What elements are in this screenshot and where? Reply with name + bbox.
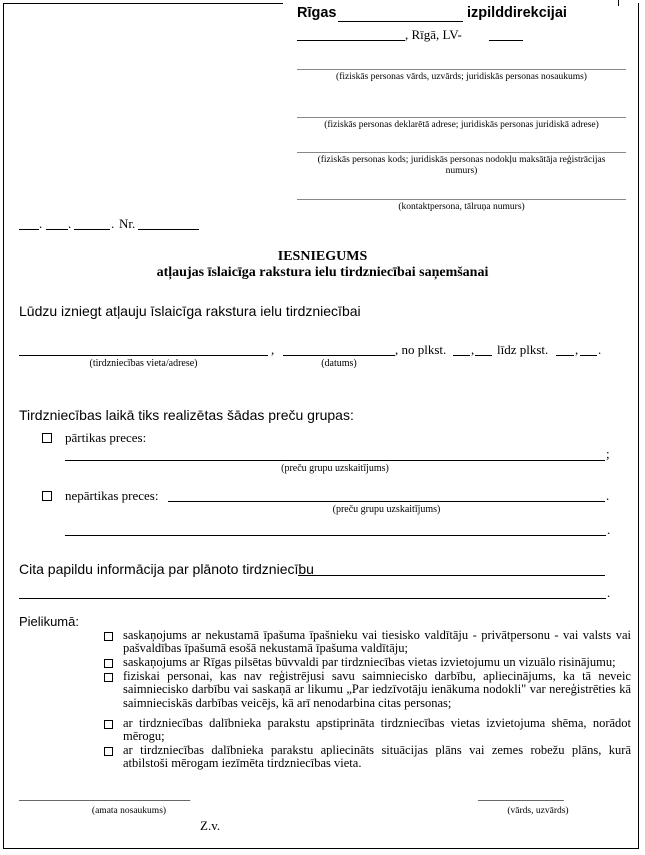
request-text: Lūdzu izniegt atļauju īslaicīga rakstura ielu tirdzniecībai	[19, 303, 361, 319]
goods-heading: Tirdzniecības laikā tiks realizētas šādas preču grupas:	[19, 407, 354, 423]
applicant-name-field[interactable]	[297, 69, 626, 70]
applicant-code-field[interactable]	[297, 152, 626, 153]
trade-date-field[interactable]	[283, 355, 395, 356]
postal-code-field[interactable]	[489, 40, 523, 41]
stamp-place-label: Z.v.	[200, 818, 221, 833]
postal-prefix-field[interactable]	[297, 40, 405, 41]
request-comma: ,	[271, 342, 275, 357]
trade-date-caption: (datums)	[321, 358, 357, 369]
applicant-code-caption-1: (fiziskās personas kods; juridiskās personas nodokļu maksātāja reģistrācijas	[317, 155, 606, 165]
applicant-address-field[interactable]	[297, 117, 626, 118]
addressee-suffix: izpilddirekcijai	[467, 5, 567, 21]
page-border-top	[3, 3, 283, 4]
food-goods-label: pārtikas preces:	[65, 430, 147, 445]
attachment-item-5: ar tirdzniecības dalībnieka parakstu apliecināts situācijas plāns vai zemes robežu plāns, kurā atbilstoši mērogam iezīmēta tirdzniecības vieta.	[123, 743, 631, 771]
document-subtitle: atļaujas īslaicīga rakstura ielu tirdzniecībai saņemšanai	[156, 265, 489, 280]
attachments-heading: Pielikumā:	[19, 614, 79, 629]
food-goods-checkbox[interactable]	[42, 433, 52, 443]
date-dot-2: .	[68, 216, 72, 231]
attachment-item-2: saskaņojums ar Rīgas pilsētas būvvaldi par tirdzniecības vietas izvietojumu un vizuālo risinājumu;	[123, 655, 616, 669]
attachment-item-1: saskaņojums ar nekustamā īpašuma īpašnieku vai tiesisko valdītāju - privātpersonu - vai valsts vai pašvaldības īpašumā esošā nekustamā īpašuma valdītāju;	[123, 628, 631, 656]
to-time-separator: ,	[575, 342, 579, 357]
to-hour-field[interactable]	[556, 355, 574, 356]
applicant-name-caption: (fiziskās personas vārds, uzvārds; juridiskās personas nosaukums)	[336, 72, 587, 82]
name-caption: (vārds, uzvārds)	[507, 806, 569, 816]
extra-info-label: Cita papildu informācija par plānoto tirdzniecību	[19, 561, 314, 577]
attachment-checkbox-1[interactable]	[104, 632, 113, 641]
position-caption: (amata nosaukums)	[91, 806, 167, 816]
food-goods-caption: (preču grupu uzskaitījums)	[281, 463, 389, 474]
addressee-prefix: Rīgas	[297, 5, 337, 21]
document-title: IESNIEGUMS	[277, 249, 368, 264]
nonfood-goods-field-2[interactable]	[65, 535, 606, 536]
nonfood-goods-end: .	[606, 488, 610, 503]
to-minute-field[interactable]	[580, 355, 597, 356]
nonfood-goods-field[interactable]	[168, 501, 605, 502]
from-time-label: , no plkst.	[395, 342, 447, 357]
from-hour-field[interactable]	[453, 355, 470, 356]
corner-mark	[618, 0, 619, 6]
attachment-item-4: ar tirdzniecības dalībnieka parakstu apstiprināta tirdzniecības vietas izvietojuma shēma, norādot mērogu;	[123, 716, 631, 744]
attachment-checkbox-3[interactable]	[104, 673, 113, 682]
extra-info-end: .	[607, 585, 611, 600]
extra-info-field-2[interactable]	[19, 598, 606, 599]
food-goods-end: ;	[606, 446, 610, 461]
page-border-bottom	[3, 848, 639, 849]
extra-info-field[interactable]	[298, 575, 605, 576]
from-time-separator: ,	[471, 342, 475, 357]
nonfood-goods-label: nepārtikas preces:	[65, 488, 159, 503]
attachment-checkbox-2[interactable]	[104, 659, 113, 668]
applicant-code-caption-2: numurs)	[445, 166, 478, 176]
to-time-label: līdz plkst.	[497, 342, 549, 357]
date-year-field[interactable]	[74, 229, 110, 230]
contact-person-caption: (kontaktpersona, tālruņa numurs)	[398, 202, 525, 212]
city-line-label: , Rīgā, LV-	[405, 27, 462, 42]
applicant-address-caption: (fiziskās personas deklarētā adrese; juridiskās personas juridiskā adrese)	[324, 120, 599, 130]
from-minute-field[interactable]	[475, 355, 492, 356]
document-number-field[interactable]	[138, 229, 199, 230]
attachment-checkbox-5[interactable]	[104, 747, 113, 756]
nonfood-goods-end-2: .	[607, 522, 611, 537]
date-day-field[interactable]	[19, 229, 39, 230]
attachment-item-3: fiziskai personai, kas nav reģistrējusi savu saimniecisko darbību, apliecinājums, ka tā neveic saimniecisko darbību vai saskaņā ar likumu „Par iedzīvotāju ienākuma nodokli" var nereģistrēties kā saimnieciskās darbības veicējs, kā arī nenodarbina citas personas;	[123, 669, 631, 710]
trade-place-caption: (tirdzniecības vieta/adrese)	[89, 358, 198, 369]
number-label: Nr.	[119, 216, 136, 231]
attachment-checkbox-4[interactable]	[104, 720, 113, 729]
food-goods-field[interactable]	[65, 460, 605, 461]
nonfood-goods-checkbox[interactable]	[42, 491, 52, 501]
request-period: .	[598, 342, 602, 357]
contact-person-field[interactable]	[297, 199, 626, 200]
date-dot-1: .	[39, 216, 43, 231]
name-signature-field[interactable]: _______________	[478, 788, 564, 802]
trade-place-field[interactable]	[19, 355, 268, 356]
position-signature-field[interactable]: ______________________________	[19, 788, 191, 802]
nonfood-goods-caption: (preču grupu uzskaitījums)	[332, 504, 441, 515]
date-dot-3: .	[111, 216, 115, 231]
executive-directorate-field[interactable]	[338, 21, 463, 22]
date-month-field[interactable]	[46, 229, 68, 230]
